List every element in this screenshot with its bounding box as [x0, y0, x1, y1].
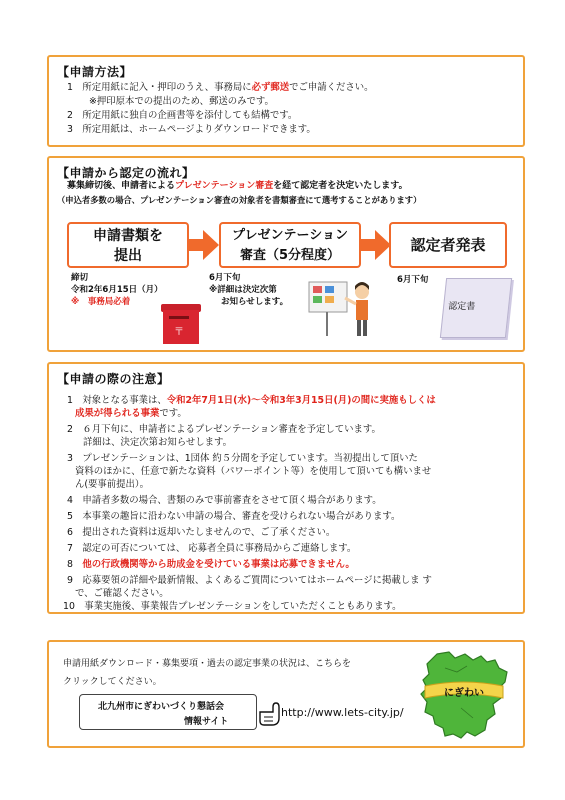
application-method-box	[47, 55, 525, 147]
flow-intro: 募集締切後、申請者によるプレゼンテーション審査を経て認定者を決定いたします。	[67, 181, 408, 191]
mailbox-icon	[157, 302, 205, 346]
method-line-2: 2 所定用紙に独自の企画書等を添付しても結構です。	[67, 110, 298, 121]
footer-text-1: 申請用紙ダウンロード・募集要項・過去の認定事業の状況は、こちらを	[63, 659, 352, 669]
note-8: 8 他の行政機関等から助成金を受けている事業は応募できません。	[67, 559, 355, 570]
note-3: 3 プレゼンテーションは、1団体 約５分間を予定しています。当初提出して頂いた	[67, 453, 418, 464]
note-6: 6 提出された資料は返却いたしませんので、ご了承ください。	[67, 527, 336, 538]
note-7: 7 認定の可否については、 応募者全員に事務局からご連絡します。	[67, 543, 357, 554]
site-name-label[interactable]: 北九州市にぎわいづくり懇話会 情報サイト	[79, 694, 257, 730]
review-note-2: お知らせします。	[221, 297, 289, 307]
note-10: 10 事業実施後、事業報告プレゼンテーションをしていただくこともあります。	[63, 601, 402, 612]
section-title-method: 【申請方法】	[57, 65, 133, 79]
note-2-cont: 詳細は、決定次第お知らせします。	[83, 437, 232, 448]
kitakyushu-map-logo	[415, 648, 513, 744]
note-5: 5 本事業の趣旨に沿わない申請の場合、審査を受けられない場合があります。	[67, 511, 401, 522]
section-title-flow: 【申請から認定の流れ】	[57, 166, 195, 180]
svg-text:〒: 〒	[174, 327, 184, 338]
deadline-note: ※ 事務局必着	[71, 297, 131, 307]
note-2: 2 ６月下旬に、申請者によるプレゼンテーション審査を予定しています。	[67, 424, 381, 435]
note-1: 1 対象となる事業は、令和2年7月1日(水)〜令和3年3月15日(月)の間に実施もしくは	[67, 395, 436, 406]
method-note: ※押印原本での提出のため、郵送のみです。	[89, 96, 274, 107]
step-announcement: 認定者発表	[389, 222, 507, 268]
note-4: 4 申請者多数の場合、書類のみで事前審査をさせて頂く場合があります。	[67, 495, 382, 506]
method-line-1: 1 所定用紙に記入・押印のうえ、事務局に必ず郵送でご申請ください。	[67, 82, 374, 93]
flow-box	[47, 156, 525, 352]
deadline-date: 令和2年6月15日（月）	[71, 285, 163, 295]
website-box	[47, 640, 525, 748]
notes-box	[47, 362, 525, 614]
announcement-date: 6月下旬	[397, 275, 429, 285]
certificate-illustration: 認定書	[440, 278, 512, 338]
section-title-notes: 【申請の際の注意】	[57, 372, 170, 386]
deadline-label: 締切	[71, 273, 89, 283]
map-logo-label: にぎわい	[444, 688, 484, 699]
step-submit-documents: 申請書類を 提出	[67, 222, 189, 268]
website-url-link[interactable]: http://www.lets-city.jp/	[281, 706, 404, 719]
review-note: ※詳細は決定次第	[209, 285, 277, 295]
flow-intro-note: （申込者多数の場合、プレゼンテーション審査の対象者を書類審査にて選考することがあります）	[57, 195, 422, 205]
footer-text-2: クリックしてください。	[63, 677, 162, 687]
step-presentation-review: プレゼンテーション 審査（5分程度）	[219, 222, 361, 268]
note-9: 9 応募要領の詳細や最新情報、よくあるご質問についてはホームページに掲載しま す	[67, 575, 432, 586]
note-1-cont: 成果が得られる事業です。	[75, 408, 187, 419]
note-9-cont: で、ご確認ください。	[75, 588, 169, 599]
review-date: 6月下旬	[209, 273, 241, 283]
note-3-cont-2: ん(要事前提出）。	[75, 479, 149, 490]
method-line-3: 3 所定用紙は、ホームページよりダウンロードできます。	[67, 124, 316, 135]
presenter-illustration	[307, 278, 379, 340]
note-3-cont: 資料のほかに、任意で新たな資料（パワーポイント等）を使用して頂いても構いませ	[75, 466, 432, 477]
